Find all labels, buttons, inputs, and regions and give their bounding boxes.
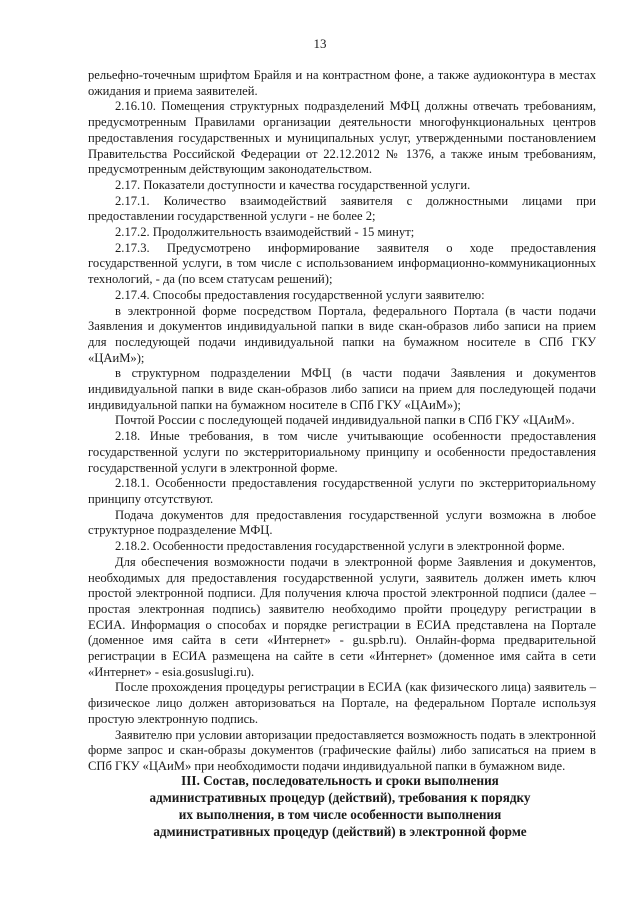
paragraph: в электронной форме посредством Портала, федерального Портала (в части подачи Заявления и документов индивидуальной папки в виде скан-образов либо записи на прием для последующей подачи индивидуальной папки на бумажном носителе в СПб ГКУ «ЦАиМ»);: [88, 303, 596, 365]
paragraph: 2.17.4. Способы предоставления государственной услуги заявителю:: [115, 287, 485, 302]
section-heading: [120, 772, 560, 840]
paragraph: 2.18.2. Особенности предоставления государственной услуги в электронной форме.: [115, 539, 565, 554]
paragraph: Для обеспечения возможности подачи в электронной форме Заявления и документов, необходимых для предоставления государственной услуги, заявитель должен иметь ключ простой электронной подписи. Для получения ключа простой электронной подписи (далее – простая электронная подпись) заявителю необходимо пройти процедуру регистрации в ЕСИА. Информация о способах и порядке регистрации в ЕСИА представлена на Портале (доменное имя сайта в сети «Интернет» - gu.spb.ru). Онлайн-форма предварительной регистрации в ЕСИА размещена на сайте в сети «Интернет» (доменное имя сайта в сети «Интернет» - esia.gosuslugi.ru).: [88, 554, 596, 679]
page-number: 13: [313, 36, 327, 51]
paragraph: 2.18. Иные требования, в том числе учитывающие особенности предоставления государственной услуги по экстерриториальному принципу и особенности предоставления государственной услуги в электронной форме.: [88, 429, 596, 475]
section-heading-line: их выполнения, в том числе особенности выполнения: [178, 807, 502, 822]
paragraph: Подача документов для предоставления государственной услуги возможна в любое структурное подразделение МФЦ.: [88, 507, 596, 538]
paragraph: Заявителю при условии авторизации предоставляется возможность подать в электронной форме запрос и скан-образы документов (графические файлы) либо записаться на прием в СПб ГКУ «ЦАиМ» при необходимости подачи индивидуальной папки в бумажном виде.: [88, 727, 596, 773]
section-heading-line: административных процедур (действий) в электронной форме: [153, 824, 527, 839]
section-heading-line: административных процедур (действий), требования к порядку: [149, 790, 531, 805]
paragraph: 2.16.10. Помещения структурных подразделений МФЦ должны отвечать требованиям, предусмотренным Правилами организации деятельности многофункциональных центров предоставления государственных и муниципальных услуг, утвержденными постановлением Правительства Российской Федерации от 22.12.2012 № 1376, а также иным требованиям, предусмотренным действующим законодательством.: [88, 99, 596, 177]
paragraph: Почтой России с последующей подачей индивидуальной папки в СПб ГКУ «ЦАиМ».: [115, 413, 575, 428]
paragraph: 2.17. Показатели доступности и качества государственной услуги.: [115, 177, 471, 192]
paragraph: 2.17.3. Предусмотрено информирование заявителя о ходе предоставления государственной услуги, в том числе с использованием информационно-коммуникационных технологий, - да (по всем статусам решений);: [88, 240, 596, 287]
paragraph: 2.17.1. Количество взаимодействий заявителя с должностными лицами при предоставлении государственной услуги - не более 2;: [88, 193, 596, 224]
paragraph: 2.17.2. Продолжительность взаимодействий - 15 минут;: [115, 225, 415, 240]
paragraph: После прохождения процедуры регистрации в ЕСИА (как физического лица) заявитель – физическое лицо должен авторизоваться на Портале, на федеральном Портале используя простую электронную подпись.: [88, 680, 596, 726]
document-body: [88, 68, 596, 775]
paragraph: в структурном подразделении МФЦ (в части подачи Заявления и документов индивидуальной папки в виде скан-образов либо записи на прием для последующей подачи индивидуальной папки на бумажном носителе в СПб ГКУ «ЦАиМ»);: [88, 366, 596, 412]
paragraph: 2.18.1. Особенности предоставления государственной услуги по экстерриториальному принципу отсутствуют.: [88, 476, 596, 506]
section-heading-line: III. Состав, последовательность и сроки выполнения: [181, 773, 499, 788]
paragraph: рельефно-точечным шрифтом Брайля и на контрастном фоне, а также аудиоконтура в местах ожидания и приема заявителей.: [88, 68, 596, 98]
